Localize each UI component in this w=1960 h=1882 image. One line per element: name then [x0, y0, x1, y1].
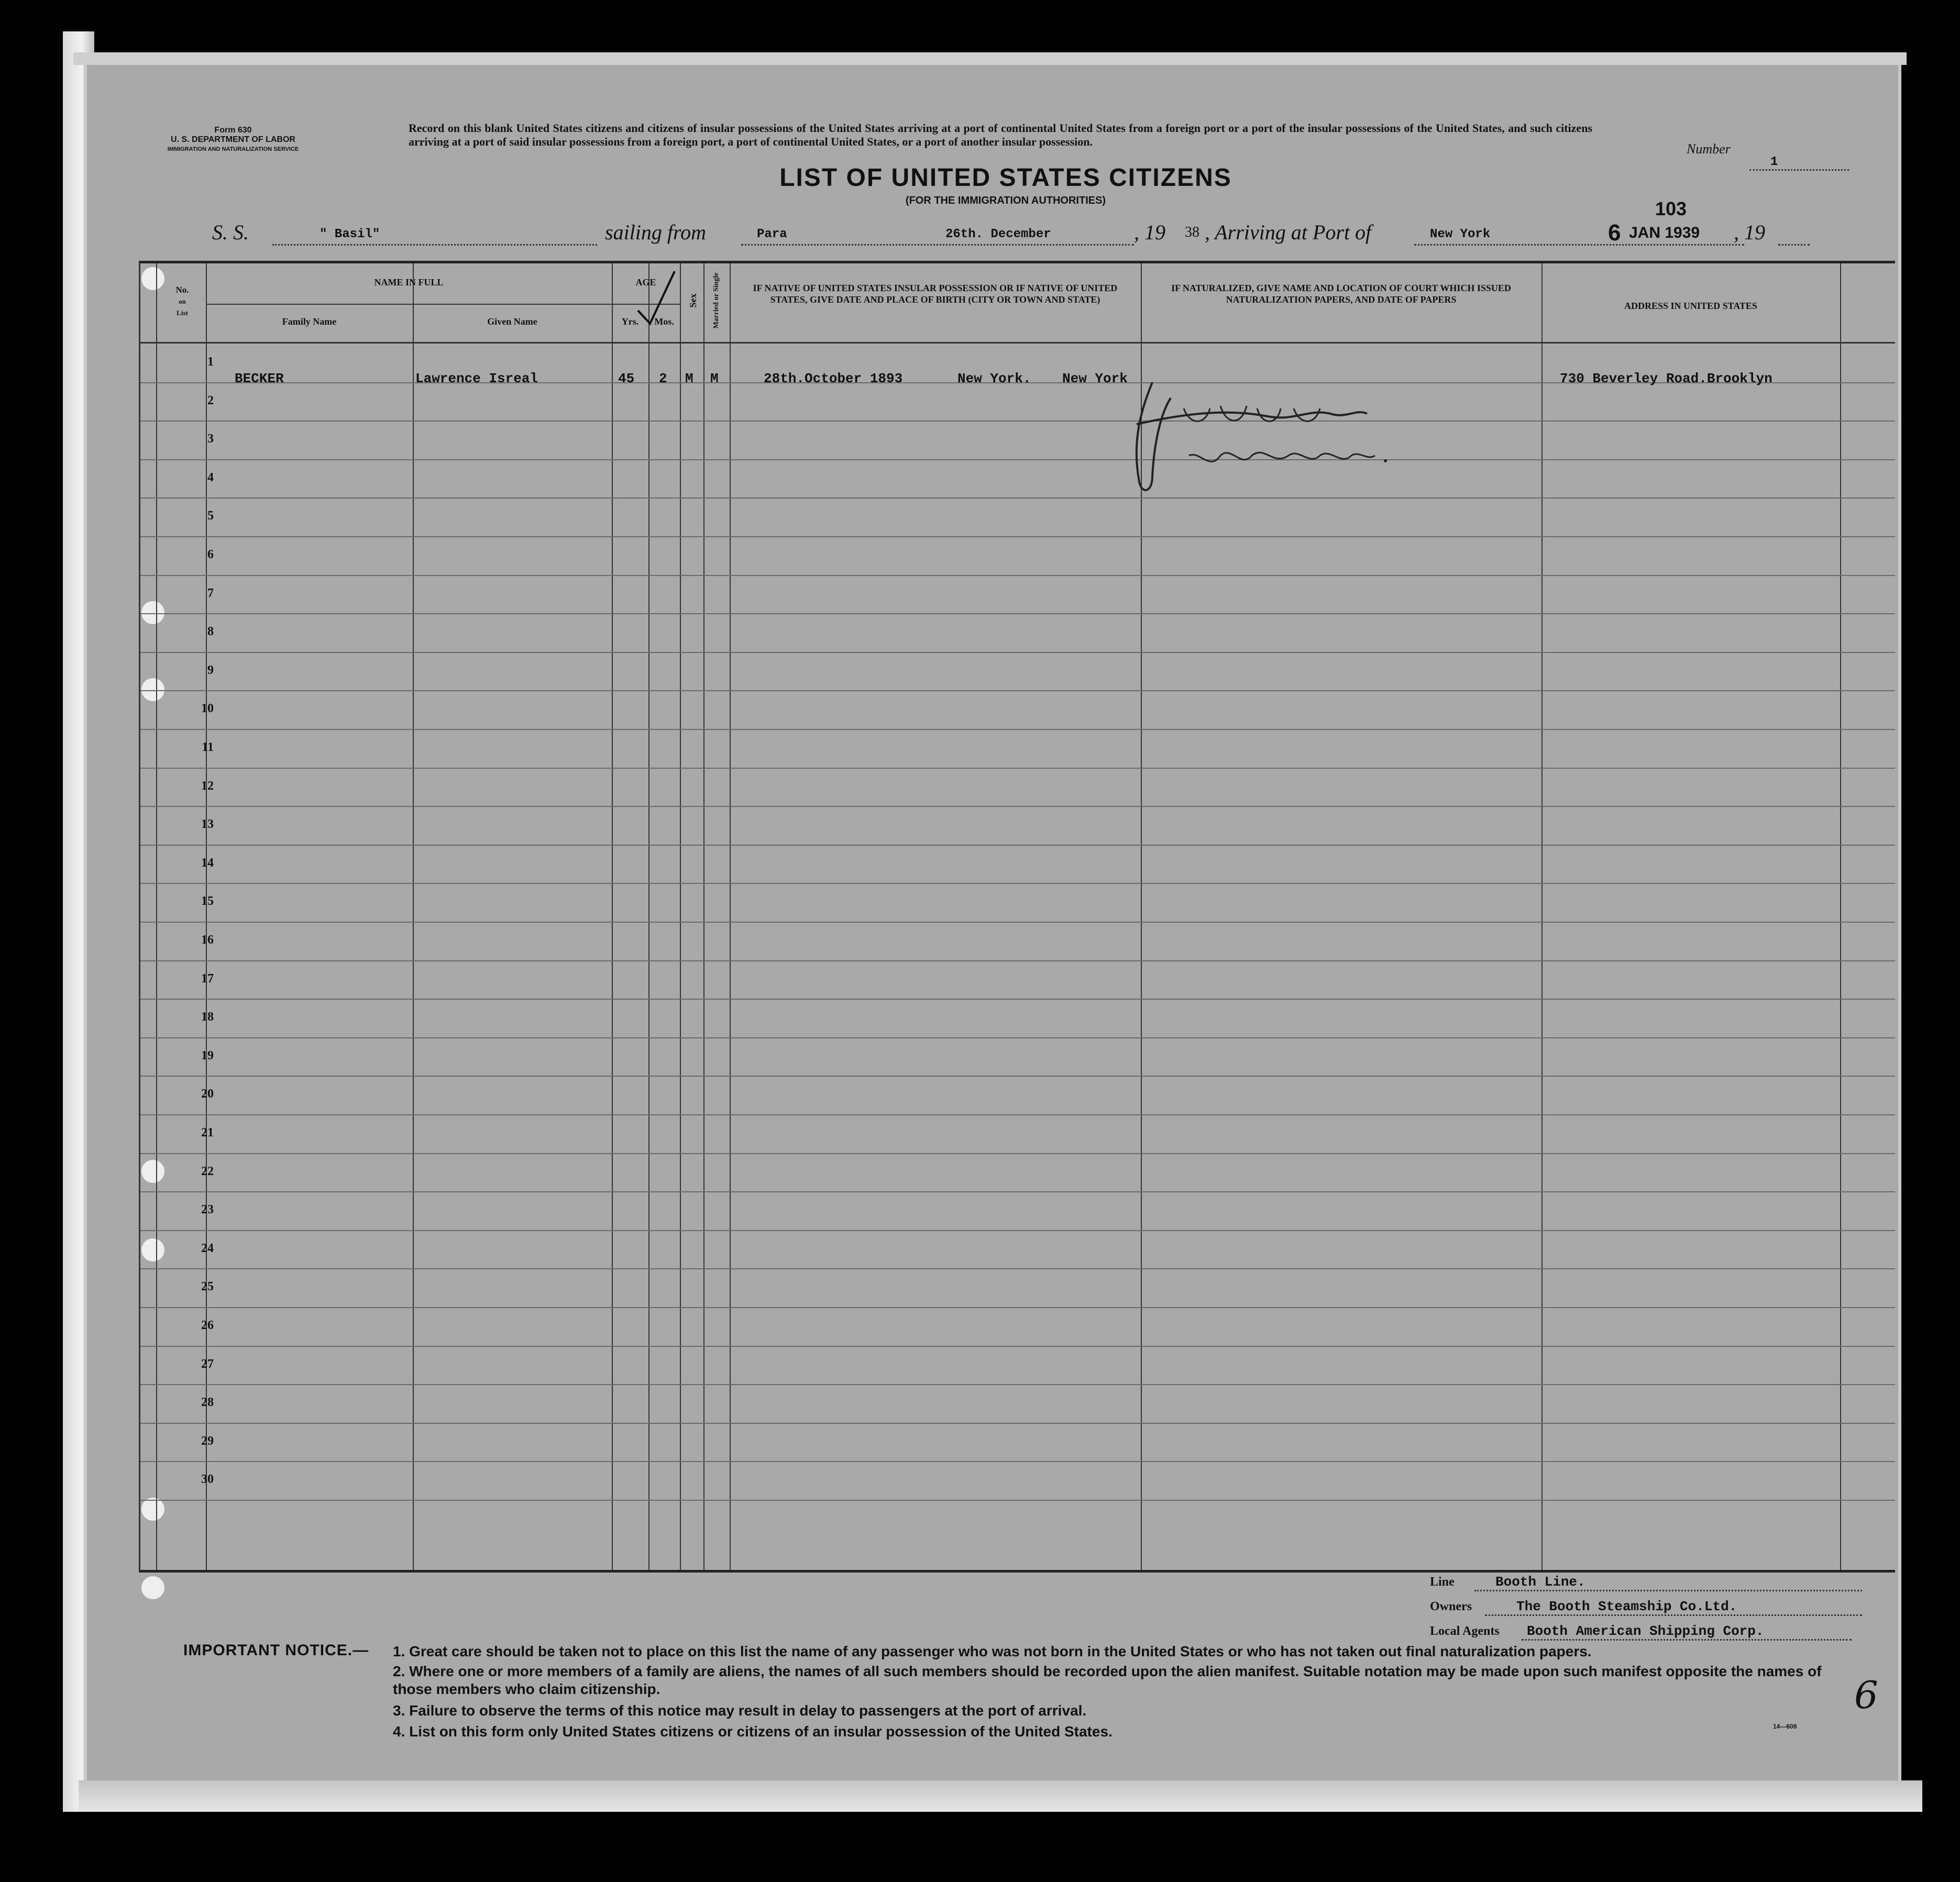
notice-2: 2. Where one or more members of a family are aliens, the names of all such members should be recorded upon the alien manifest. Suitable notation may be made upon such manifest opposite the names of those members who claim citizenship. — [393, 1663, 1822, 1697]
row-number: 25 — [201, 1280, 214, 1294]
row-number: 28 — [201, 1396, 214, 1410]
row-number: 2 — [207, 393, 214, 407]
row-divider — [140, 459, 1895, 460]
row-number: 18 — [201, 1010, 214, 1024]
row-divider — [140, 420, 1895, 422]
notice-3: 3. Failure to observe the terms of this notice may result in delay to passengers at the port of arrival. — [393, 1702, 1087, 1719]
form-identifier — [134, 126, 333, 154]
handwritten-signature — [1121, 377, 1414, 503]
page-title: LIST OF UNITED STATES CITIZENS — [779, 164, 1232, 192]
row-number: 24 — [201, 1241, 214, 1255]
row-number: 21 — [201, 1126, 214, 1139]
row-number: 4 — [207, 470, 214, 484]
ss-label: S. S. — [212, 220, 249, 244]
row-divider — [140, 1384, 1895, 1385]
local-agents-label: Local Agents — [1430, 1624, 1500, 1638]
row-number: 23 — [201, 1203, 214, 1217]
binder-hole — [141, 1576, 164, 1599]
arrival-stamp-date: JAN 1939 — [1629, 224, 1700, 241]
checkmark-icon — [635, 269, 677, 326]
row-divider — [140, 960, 1895, 961]
row-divider — [140, 806, 1895, 807]
row-divider — [140, 768, 1895, 769]
departure-field — [741, 220, 1134, 246]
row-number: 9 — [207, 663, 214, 677]
header-family-name: Family Name — [282, 316, 337, 327]
row-number: 19 — [201, 1048, 214, 1062]
entry-birth-city: New York. — [957, 371, 1031, 386]
departure-port: Para — [757, 227, 787, 241]
departure-date: 26th. December — [945, 227, 1051, 241]
sailing-from-label: sailing from — [605, 220, 706, 244]
row-number: 5 — [207, 509, 214, 523]
row-number: 13 — [201, 817, 214, 832]
row-divider — [140, 575, 1895, 576]
header-mos: Mos. — [654, 316, 674, 327]
row-number: 17 — [201, 971, 214, 986]
header-age: AGE — [635, 277, 656, 287]
row-number: 16 — [201, 933, 214, 947]
row-number: 30 — [201, 1473, 214, 1487]
paper-edge-bottom — [79, 1780, 1922, 1812]
row-number: 27 — [201, 1357, 214, 1371]
service-name: IMMIGRATION AND NATURALIZATION SERVICE — [167, 146, 299, 152]
row-number: 11 — [202, 740, 214, 754]
departure-year: 38 — [1185, 224, 1199, 240]
row-divider — [140, 1230, 1895, 1231]
row-divider — [140, 536, 1895, 537]
row-number: 12 — [201, 779, 214, 793]
number-field — [1749, 155, 1849, 171]
row-number: 8 — [207, 625, 214, 639]
entry-birth-date: 28th.October 1893 — [764, 371, 903, 386]
row-divider — [140, 1191, 1895, 1192]
notice-heading: IMPORTANT NOTICE.— — [183, 1642, 369, 1659]
row-divider — [140, 497, 1895, 499]
row-divider — [140, 1114, 1895, 1115]
paper-edge-top — [73, 52, 1907, 65]
row-divider — [140, 729, 1895, 730]
number-value: 1 — [1770, 155, 1778, 169]
row-number: 29 — [201, 1434, 214, 1448]
row-number: 1 — [207, 355, 214, 369]
entry-mos: 2 — [659, 371, 667, 386]
row-number: 10 — [201, 702, 214, 716]
form-instructions: Record on this blank United States citizens and citizens of insular possessions of the United States arriving at a port of continental United States from a foreign port or a port of the insular possessions of the United States, and such citizens arriving at a port of said insular possessions from a foreign port, a port of continental United States, or a port of another insular possession. — [409, 121, 1592, 148]
page-mark: 6 — [1854, 1673, 1878, 1717]
form-number: Form 630 — [214, 126, 252, 135]
entry-given-name: Lawrence Isreal — [415, 371, 538, 386]
header-naturalized: IF NATURALIZED, GIVE NAME AND LOCATION OF COURT WHICH ISSUED NATURALIZATION PAPERS, AND DATE OF PAPERS — [1171, 283, 1511, 305]
row-divider — [140, 1268, 1895, 1269]
row-divider — [140, 1307, 1895, 1308]
row-divider — [140, 652, 1895, 653]
header-birth-info: IF NATIVE OF UNITED STATES INSULAR POSSESSION OR IF NATIVE OF UNITED STATES, GIVE DATE AND PLACE OF BIRTH (CITY OR TOWN AND STATE) — [753, 283, 1118, 305]
row-divider — [140, 1153, 1895, 1154]
row-divider — [140, 999, 1895, 1000]
header-no-on-list: No. on List — [175, 285, 189, 317]
department-name: U. S. DEPARTMENT OF LABOR — [171, 135, 295, 144]
arrival-year-label: , 19 — [1734, 220, 1765, 244]
entry-marital: M — [710, 371, 719, 386]
row-number: 6 — [207, 548, 214, 561]
arrival-stamp-day: 6 — [1608, 220, 1621, 246]
entry-address: 730 Beverley Road.Brooklyn — [1560, 371, 1772, 386]
row-number: 15 — [201, 894, 214, 909]
header-married-or-single: Married or Single — [712, 272, 720, 329]
row-divider — [140, 922, 1895, 923]
page-subtitle: (FOR THE IMMIGRATION AUTHORITIES) — [905, 195, 1106, 206]
line-label: Line — [1430, 1575, 1455, 1589]
row-divider — [140, 845, 1895, 846]
notice-1: 1. Great care should be taken not to place on this list the name of any passenger who was not born in the United States or who has not taken out final naturalization papers. — [393, 1643, 1592, 1659]
row-divider — [140, 1076, 1895, 1077]
owners-value: The Booth Steamship Co.Ltd. — [1485, 1599, 1862, 1616]
row-divider — [140, 1037, 1895, 1038]
entry-sex: M — [685, 371, 693, 386]
row-number: 20 — [201, 1087, 214, 1101]
row-divider — [140, 883, 1895, 884]
number-label: Number — [1687, 141, 1731, 157]
row-number: 14 — [201, 856, 214, 870]
row-number: 3 — [207, 432, 214, 446]
ship-name-field — [272, 220, 597, 246]
arrival-port: New York — [1430, 227, 1491, 241]
line-value: Booth Line. — [1474, 1574, 1862, 1591]
owners-label: Owners — [1430, 1600, 1472, 1613]
header-name-in-full: NAME IN FULL — [374, 277, 444, 287]
row-divider — [140, 690, 1895, 691]
row-number: 22 — [201, 1164, 214, 1178]
notice-4: 4. List on this form only United States citizens or citizens of an insular possession of the United States. — [393, 1723, 1113, 1740]
row-divider — [140, 1423, 1895, 1424]
row-divider — [140, 1346, 1895, 1347]
header-address: ADDRESS IN UNITED STATES — [1624, 301, 1757, 311]
entry-yrs: 45 — [618, 371, 635, 386]
entry-family-name: BECKER — [235, 371, 284, 386]
row-divider — [140, 613, 1895, 614]
header-given-name: Given Name — [487, 316, 537, 327]
year-prefix: , 19 — [1134, 220, 1165, 244]
local-agents-value: Booth American Shipping Corp. — [1522, 1623, 1852, 1641]
row-number: 26 — [201, 1319, 214, 1332]
entry-birth-state: New York — [1062, 371, 1128, 386]
ship-name: " Basil" — [320, 227, 380, 241]
header-sex: Sex — [688, 293, 698, 308]
row-divider — [140, 1500, 1895, 1501]
stamp-number: 103 — [1655, 198, 1687, 219]
row-number: 7 — [207, 586, 214, 600]
header-yrs: Yrs. — [621, 316, 639, 327]
arrival-year-field — [1778, 244, 1810, 246]
print-code: 14—608 — [1773, 1723, 1797, 1730]
arriving-label: , Arriving at Port of — [1205, 220, 1372, 244]
passenger-table — [139, 261, 1895, 1573]
row-divider — [140, 1461, 1895, 1462]
